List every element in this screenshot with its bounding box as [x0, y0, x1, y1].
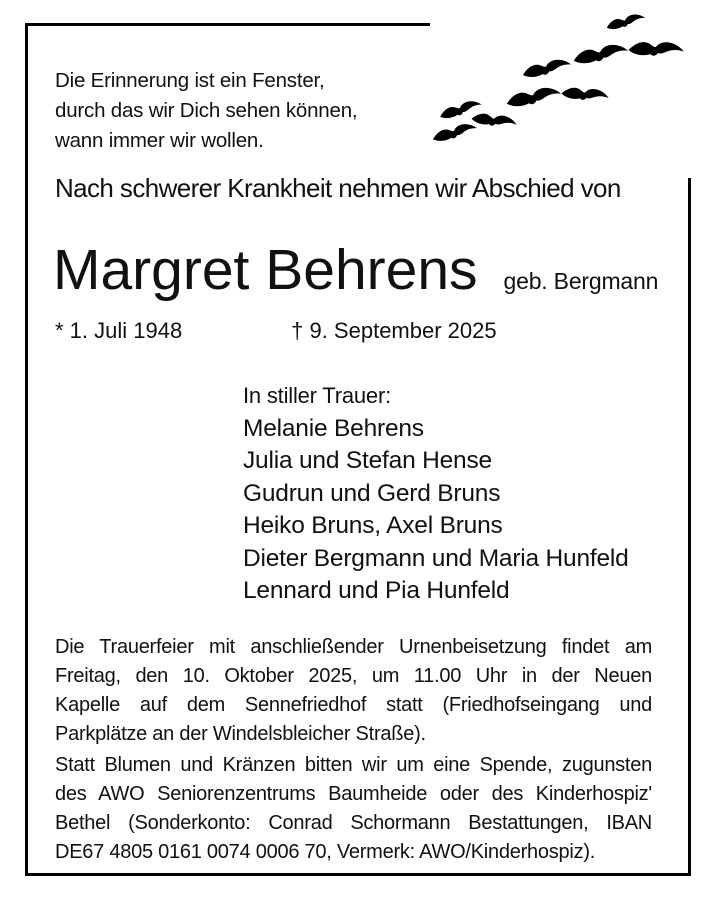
mourner-name: Melanie Behrens [243, 414, 424, 442]
donation-info-line: Bethel (Sonderkonto: Conrad Schormann Bestattungen, IBAN [55, 812, 652, 834]
dates-line [55, 316, 497, 346]
border-right [688, 178, 691, 876]
mourners-heading: In stiller Trauer: [243, 383, 392, 408]
death-date: † 9. September 2025 [291, 318, 497, 343]
bird-icon [506, 87, 562, 107]
mourners-list [243, 413, 629, 608]
bird-icon [471, 108, 518, 132]
funeral-info-line: Parkplätze an der Windelsbleicher Straße). [55, 723, 426, 745]
deceased-name: Margret Behrens [53, 238, 478, 302]
birds-illustration [425, 2, 705, 152]
funeral-info-line: Die Trauerfeier mit anschließender Urnenbeisetzung findet am [55, 636, 652, 658]
bird-icon [606, 13, 646, 30]
mourner-name: Heiko Bruns, Axel Bruns [243, 512, 503, 539]
epigraph-line: Die Erinnerung ist ein Fenster, [55, 69, 325, 92]
epigraph-line: wann immer wir wollen. [55, 129, 264, 152]
donation-info [55, 751, 652, 867]
funeral-info-line: Freitag, den 10. Oktober 2025, um 11.00 Uhr in der Neuen [55, 665, 652, 687]
donation-info-line: DE67 4805 0161 0074 0006 70, Vermerk: AWO/Kinderhospiz). [55, 841, 596, 863]
mourner-name: Dieter Bergmann und Maria Hunfeld [243, 544, 629, 572]
funeral-info-line: Kapelle auf dem Sennefriedhof statt (Friedhofseingang und [55, 694, 652, 716]
bird-icon [432, 122, 479, 142]
border-bottom [25, 873, 691, 876]
bird-icon [561, 82, 610, 106]
epigraph [55, 66, 357, 156]
bird-icon [522, 58, 572, 78]
intro-line: Nach schwerer Krankheit nehmen wir Abschied von [55, 173, 621, 203]
donation-info-line: des AWO Seniorenzentrums Baumheide oder des Kinderhospiz' [55, 783, 652, 805]
mourner-name: Lennard und Pia Hunfeld [243, 577, 510, 604]
epigraph-line: durch das wir Dich sehen können, [55, 99, 358, 122]
funeral-info [55, 633, 652, 749]
bird-icon [573, 44, 629, 64]
border-top [25, 23, 430, 26]
donation-info-line: Statt Blumen und Kränzen bitten wir um eine Spende, zugunsten [55, 754, 652, 776]
maiden-name: geb. Bergmann [503, 268, 659, 294]
birth-date: * 1. Juli 1948 [55, 318, 183, 343]
border-left [25, 23, 28, 876]
bird-icon [628, 37, 685, 61]
mourner-name: Julia und Stefan Hense [243, 447, 492, 474]
mourner-name: Gudrun und Gerd Bruns [243, 479, 501, 507]
name-line [53, 237, 658, 303]
mourners-block [243, 380, 629, 608]
